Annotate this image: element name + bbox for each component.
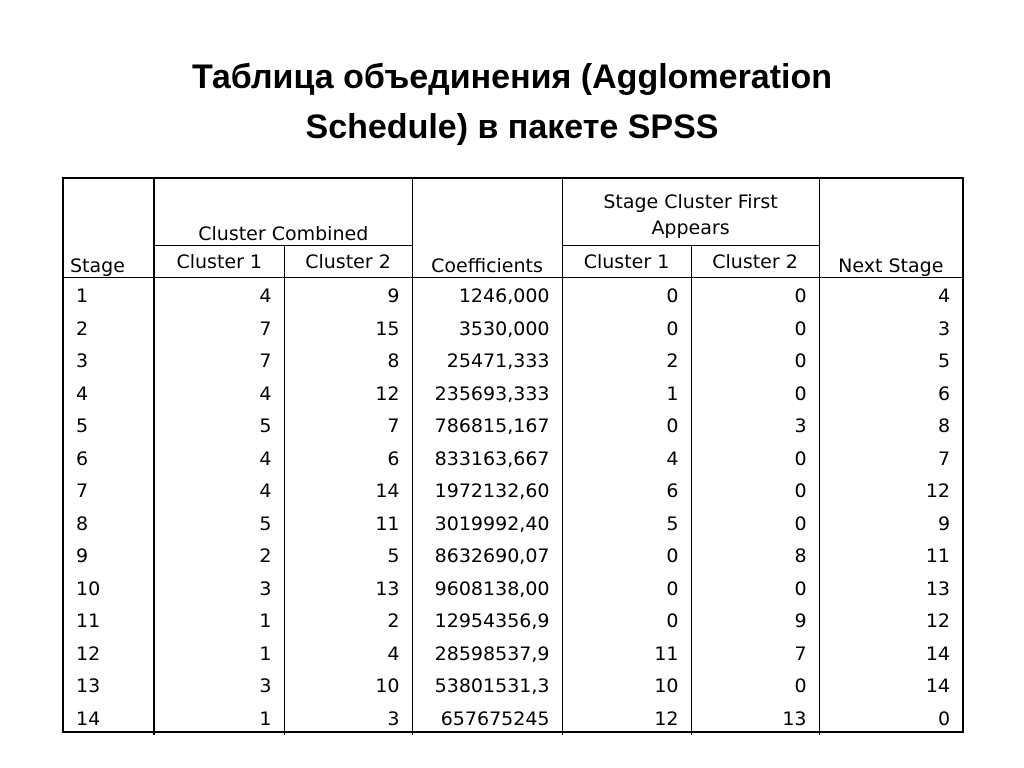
table-row	[64, 638, 962, 671]
cluster-1-cell: 3	[154, 670, 284, 703]
table-row	[64, 573, 962, 606]
cluster-2-cell: 12	[284, 378, 412, 411]
first-appears-cluster-1-cell: 0	[562, 313, 691, 346]
first-appears-cluster-1-cell: 4	[562, 443, 691, 476]
next-stage-cell: 14	[925, 675, 951, 698]
first-appears-cluster-2-cell: 0	[691, 378, 819, 411]
stage-cell: 7	[64, 475, 154, 508]
first-appears-cluster-1-cell: 2	[562, 345, 691, 378]
next-stage-cell: 11	[925, 545, 951, 568]
next-stage-cell: 9	[937, 512, 951, 535]
next-stage-cell: 3	[937, 317, 951, 340]
stage-cell: 2	[64, 313, 154, 346]
agglomeration-schedule-table	[62, 177, 964, 733]
table-row	[64, 540, 962, 573]
stage-cell: 14	[64, 703, 154, 736]
cluster-1-cell: 7	[154, 345, 284, 378]
cluster-2-cell: 14	[284, 475, 412, 508]
first-appears-cluster-2-cell: 0	[691, 670, 819, 703]
next-stage-cell: 12	[925, 480, 951, 503]
cluster-1-cell: 4	[154, 443, 284, 476]
first-appears-cluster-2-cell: 0	[691, 573, 819, 606]
first-appears-cluster-1-cell: 11	[562, 638, 691, 671]
coefficient-cell: 9608138,00	[412, 573, 562, 606]
first-appears-cluster-2-cell: 0	[691, 475, 819, 508]
cluster-2-cell: 6	[284, 443, 412, 476]
first-appears-cluster-1-cell: 6	[562, 475, 691, 508]
stage-cell: 8	[64, 508, 154, 541]
cluster-1-cell: 4	[154, 378, 284, 411]
table-row	[64, 475, 962, 508]
cluster-2-cell: 11	[284, 508, 412, 541]
cluster-1-cell: 4	[154, 278, 284, 313]
cluster-2-cell: 7	[284, 410, 412, 443]
schedule-body	[64, 278, 962, 736]
cluster-2-cell: 8	[284, 345, 412, 378]
coefficient-cell: 3019992,40	[412, 508, 562, 541]
first-appears-cluster-2-cell: 0	[691, 313, 819, 346]
next-stage-cell: 7	[937, 447, 951, 470]
coefficient-cell: 657675245	[412, 703, 562, 736]
cluster-2-cell: 3	[284, 703, 412, 736]
coefficient-cell: 12954356,9	[412, 605, 562, 638]
slide-title-line-2: Schedule) в пакете SPSS	[305, 108, 719, 146]
table-row	[64, 345, 962, 378]
first-appears-cluster-1-cell: 1	[562, 378, 691, 411]
cluster-2-cell: 13	[284, 573, 412, 606]
coefficient-cell: 25471,333	[412, 345, 562, 378]
first-appears-cluster-2-cell: 0	[691, 278, 819, 313]
first-appears-cluster-1-cell: 0	[562, 278, 691, 313]
stage-cell: 1	[64, 278, 154, 313]
header-cluster-2: Cluster 2	[284, 246, 412, 278]
first-appears-cluster-2-cell: 0	[691, 345, 819, 378]
cluster-1-cell: 3	[154, 573, 284, 606]
next-stage-cell: 12	[925, 610, 951, 633]
coefficient-cell: 28598537,9	[412, 638, 562, 671]
first-appears-cluster-2-cell: 0	[691, 443, 819, 476]
table-row	[64, 378, 962, 411]
stage-cell: 9	[64, 540, 154, 573]
coefficient-cell: 786815,167	[412, 410, 562, 443]
first-appears-cluster-2-cell: 3	[691, 410, 819, 443]
cluster-2-cell: 15	[284, 313, 412, 346]
schedule-grid	[64, 179, 962, 735]
stage-cell: 11	[64, 605, 154, 638]
coefficient-cell: 833163,667	[412, 443, 562, 476]
cluster-2-cell: 4	[284, 638, 412, 671]
first-appears-cluster-1-cell: 12	[562, 703, 691, 736]
header-stage: Stage	[64, 179, 154, 278]
next-stage-cell: 4	[937, 285, 951, 308]
coefficient-cell: 53801531,3	[412, 670, 562, 703]
table-row	[64, 410, 962, 443]
next-stage-cell: 8	[937, 415, 951, 438]
coefficient-cell: 235693,333	[412, 378, 562, 411]
stage-cell: 4	[64, 378, 154, 411]
stage-cell: 3	[64, 345, 154, 378]
slide-title	[0, 52, 1024, 152]
table-row	[64, 670, 962, 703]
first-appears-cluster-2-cell: 8	[691, 540, 819, 573]
header-first-cluster-2: Cluster 2	[691, 246, 819, 278]
header-stage-cluster-first-appears: Stage Cluster First Appears	[562, 179, 819, 246]
header-cluster-1: Cluster 1	[154, 246, 284, 278]
coefficient-cell: 1972132,60	[412, 475, 562, 508]
cluster-2-cell: 9	[284, 278, 412, 313]
header-cluster-combined: Cluster Combined	[154, 179, 412, 246]
first-appears-cluster-1-cell: 0	[562, 605, 691, 638]
cluster-1-cell: 2	[154, 540, 284, 573]
next-stage-cell: 5	[937, 350, 951, 373]
header-first-cluster-1: Cluster 1	[562, 246, 691, 278]
cluster-2-cell: 2	[284, 605, 412, 638]
table-row	[64, 508, 962, 541]
cluster-1-cell: 5	[154, 410, 284, 443]
first-appears-cluster-2-cell: 0	[691, 508, 819, 541]
cluster-1-cell: 5	[154, 508, 284, 541]
header-next-stage: Next Stage	[819, 179, 962, 278]
first-appears-cluster-2-cell: 13	[691, 703, 819, 736]
first-appears-cluster-1-cell: 5	[562, 508, 691, 541]
stage-cell: 10	[64, 573, 154, 606]
first-appears-cluster-1-cell: 0	[562, 410, 691, 443]
cluster-1-cell: 1	[154, 605, 284, 638]
next-stage-cell: 0	[937, 707, 951, 730]
first-appears-cluster-2-cell: 9	[691, 605, 819, 638]
coefficient-cell: 8632690,07	[412, 540, 562, 573]
cluster-2-cell: 10	[284, 670, 412, 703]
cluster-1-cell: 7	[154, 313, 284, 346]
first-appears-cluster-1-cell: 0	[562, 573, 691, 606]
cluster-1-cell: 1	[154, 638, 284, 671]
cluster-1-cell: 4	[154, 475, 284, 508]
stage-cell: 12	[64, 638, 154, 671]
stage-cell: 6	[64, 443, 154, 476]
first-appears-cluster-2-cell: 7	[691, 638, 819, 671]
cluster-1-cell: 1	[154, 703, 284, 736]
slide-title-line-1: Таблица объединения (Agglomeration	[191, 58, 833, 96]
next-stage-cell: 13	[925, 577, 951, 600]
first-appears-cluster-1-cell: 10	[562, 670, 691, 703]
stage-cell: 13	[64, 670, 154, 703]
table-row	[64, 443, 962, 476]
table-row	[64, 605, 962, 638]
coefficient-cell: 1246,000	[412, 278, 562, 313]
cluster-2-cell: 5	[284, 540, 412, 573]
table-row	[64, 703, 962, 736]
header-coefficients: Coefficients	[412, 179, 562, 278]
stage-cell: 5	[64, 410, 154, 443]
next-stage-cell: 6	[937, 382, 951, 405]
first-appears-cluster-1-cell: 0	[562, 540, 691, 573]
coefficient-cell: 3530,000	[412, 313, 562, 346]
table-row	[64, 313, 962, 346]
table-row	[64, 278, 962, 313]
next-stage-cell: 14	[925, 642, 951, 665]
